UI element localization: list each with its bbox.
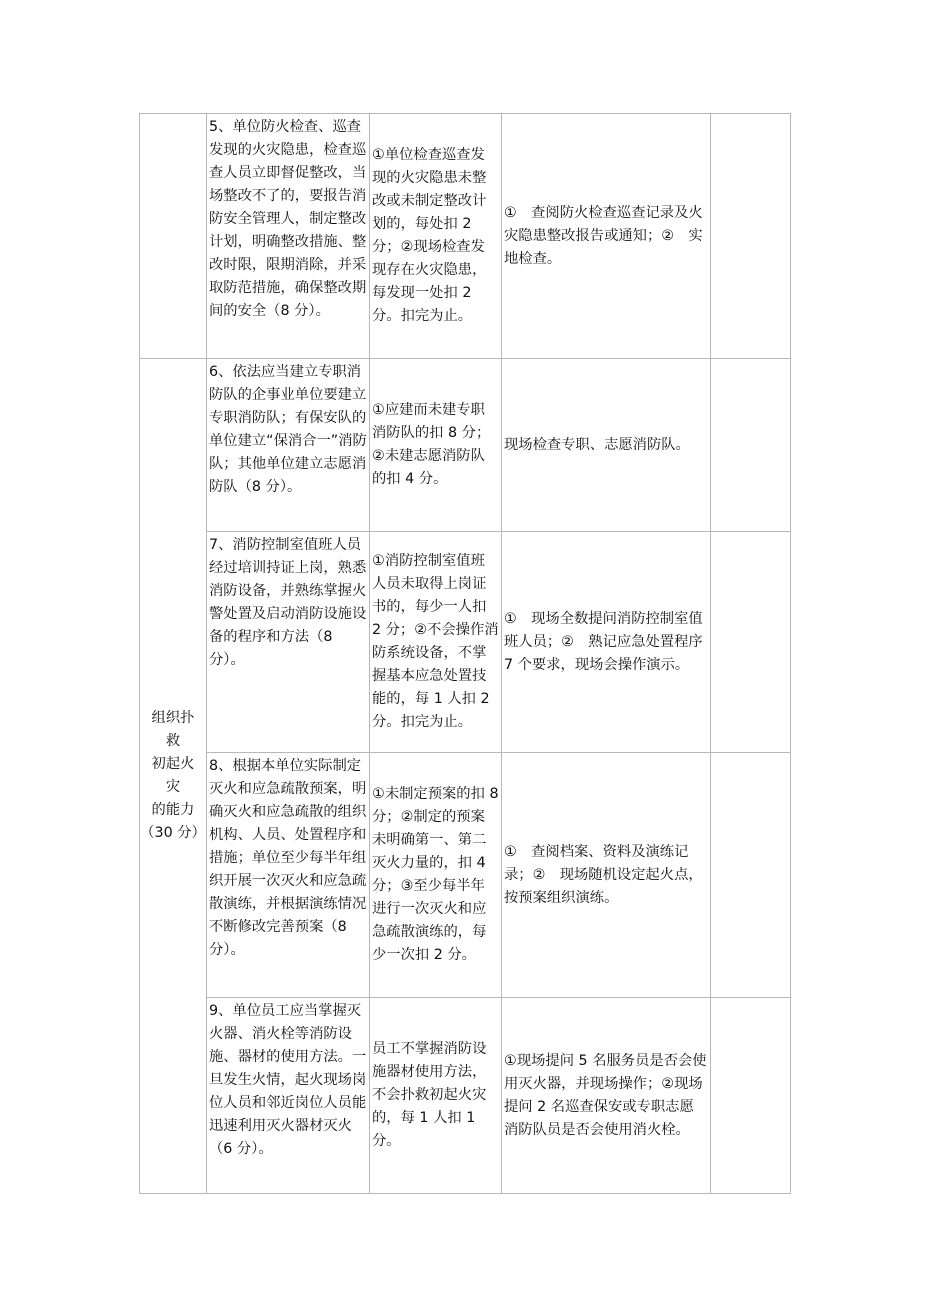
requirement-cell: 5、单位防火检查、巡查发现的火灾隐患，检查巡查人员立即督促整改，当场整改不了的，要报告消防安全管理人，制定整改计划，明确整改措施、整改时限，限期消除，并采取防范措施，确保整改期间的安全（8 分）。 — [207, 114, 370, 359]
requirement-cell: 9、单位员工应当掌握灭火器、消火栓等消防设施、器材的使用方法。一旦发生火情，起火现场岗位人员和邻近岗位人员能迅速利用灭火器材灭火（6 分）。 — [207, 998, 370, 1194]
category-cell-continued — [140, 114, 207, 359]
deduction-cell: ①未制定预案的扣 8 分；②制定的预案未明确第一、第二灭火力量的，扣 4 分；③至少每半年进行一次灭火和应急疏散演练的，每少一次扣 2 分。 — [370, 753, 502, 998]
requirement-cell: 6、依法应当建立专职消防队的企事业单位要建立专职消防队；有保安队的单位建立“保消合一”消防队；其他单位建立志愿消防队（8 分）。 — [207, 359, 370, 532]
requirement-cell: 7、消防控制室值班人员经过培训持证上岗，熟悉消防设备，并熟练掌握火警处置及启动消防设施设备的程序和方法（8 分）。 — [207, 532, 370, 753]
category-line: 灾 — [165, 779, 181, 795]
evaluation-table — [139, 113, 791, 1194]
method-cell: ① 查阅档案、资料及演练记录；② 现场随机设定起火点，按预案组织演练。 — [502, 753, 711, 998]
deduction-cell: ①消防控制室值班人员未取得上岗证书的，每少一人扣 2 分；②不会操作消防系统设备，不掌握基本应急处置技能的，每 1 人扣 2 分。扣完为止。 — [370, 532, 502, 753]
deduction-cell: ①应建而未建专职消防队的扣 8 分；②未建志愿消防队的扣 4 分。 — [370, 359, 502, 532]
category-line: 初起火 — [151, 756, 195, 772]
requirement-cell: 8、根据本单位实际制定灭火和应急疏散预案，明确灭火和应急疏散的组织机构、人员、处置程序和措施；单位至少每半年组织开展一次灭火和应急疏散演练，并根据演练情况不断修改完善预案（8 分）。 — [207, 753, 370, 998]
method-cell: ① 现场全数提问消防控制室值班人员；② 熟记应急处置程序 7 个要求，现场会操作演示。 — [502, 532, 711, 753]
category-cell — [140, 359, 207, 1194]
score-cell — [711, 359, 791, 532]
deduction-cell: 员工不掌握消防设施器材使用方法，不会扑救初起火灾的，每 1 人扣 1 分。 — [370, 998, 502, 1194]
method-cell: ①现场提问 5 名服务员是否会使用灭火器，并现场操作；②现场提问 2 名巡查保安或专职志愿消防队员是否会使用消火栓。 — [502, 998, 711, 1194]
category-line: （30 分） — [140, 825, 206, 841]
score-cell — [711, 998, 791, 1194]
method-cell: 现场检查专职、志愿消防队。 — [502, 359, 711, 532]
table-row — [140, 753, 791, 998]
table-row — [140, 532, 791, 753]
deduction-cell: ①单位检查巡查发现的火灾隐患未整改或未制定整改计划的，每处扣 2 分；②现场检查发现存在火灾隐患，每发现一处扣 2 分。扣完为止。 — [370, 114, 502, 359]
category-line: 救 — [165, 733, 181, 749]
score-cell — [711, 753, 791, 998]
table-row — [140, 998, 791, 1194]
score-cell — [711, 532, 791, 753]
category-line: 组织扑 — [151, 710, 195, 726]
score-cell — [711, 114, 791, 359]
table-row — [140, 359, 791, 532]
category-line: 的能力 — [151, 802, 195, 818]
table-row — [140, 114, 791, 359]
method-cell: ① 查阅防火检查巡查记录及火灾隐患整改报告或通知；② 实地检查。 — [502, 114, 711, 359]
